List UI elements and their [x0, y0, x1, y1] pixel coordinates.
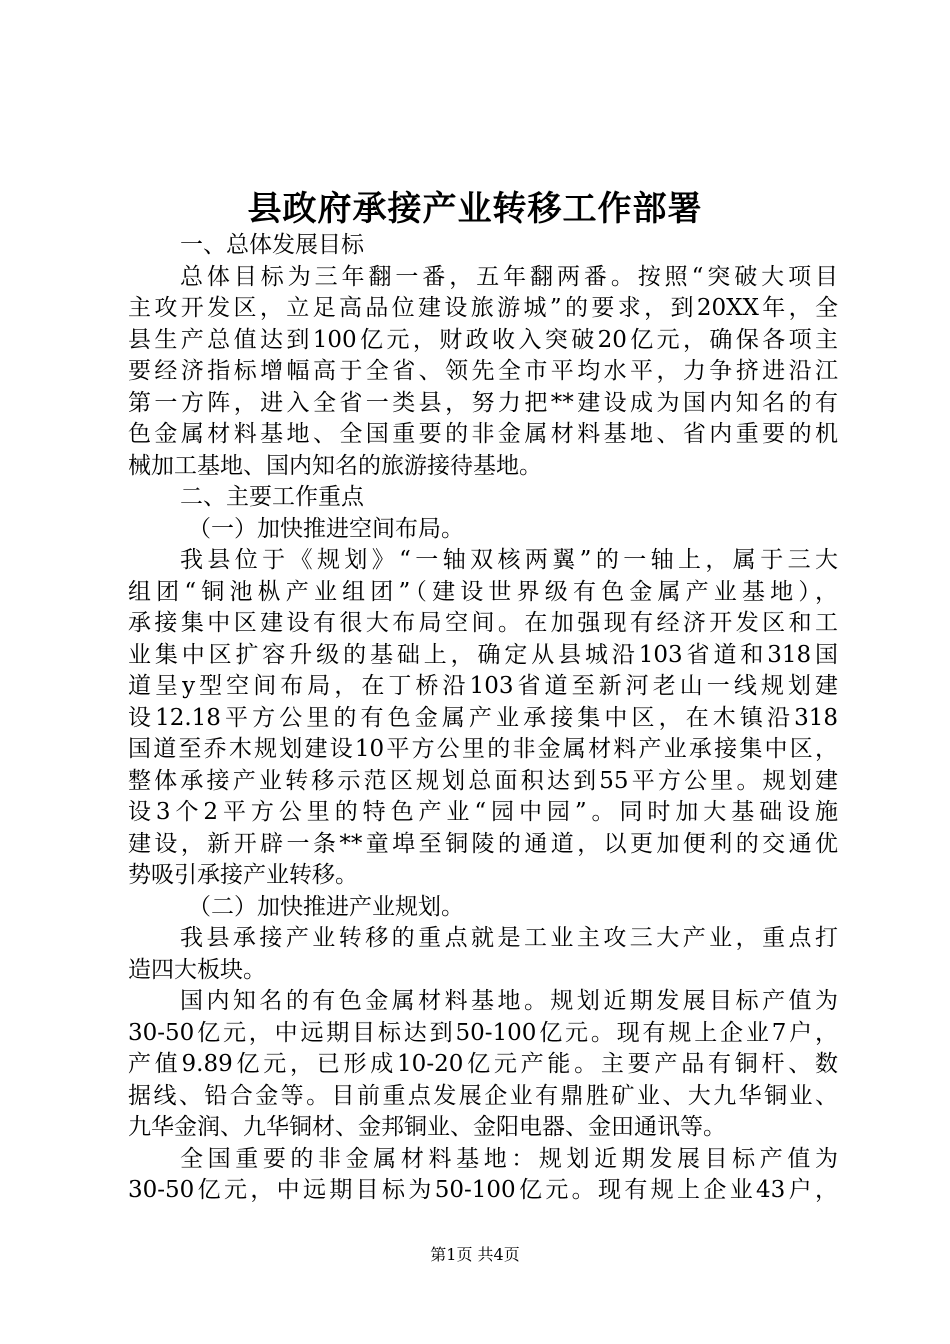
- paragraph-line: 势吸引承接产业转移。: [128, 862, 358, 888]
- paragraph-line: 造四大板块。: [128, 956, 266, 983]
- document-body: [128, 230, 838, 1207]
- paragraph-line: 县生产总值达到100亿元，财政收入突破20亿元，确保各项主: [128, 326, 838, 353]
- paragraph-line: 我县位于《规划》“一轴双核两翼”的一轴上，属于三大: [180, 547, 838, 573]
- paragraph-line: 承接集中区建设有很大布局空间。在加强现有经济开发区和工: [128, 610, 838, 636]
- section-heading: 一、总体发展目标: [180, 232, 364, 258]
- paragraph-line: 主攻开发区，立足高品位建设旅游城”的要求，到20XX年，全: [128, 295, 838, 321]
- subsection-heading: （二）加快推进产业规划。: [188, 893, 464, 920]
- paragraph-line: 30-50亿元，中远期目标达到50-100亿元。现有规上企业7户，: [128, 1019, 838, 1046]
- paragraph-line: 要经济指标增幅高于全省、领先全市平均水平，力争挤进沿江: [128, 358, 838, 384]
- paragraph-line: 九华金润、九华铜材、金邦铜业、金阳电器、金田通讯等。: [128, 1114, 726, 1140]
- paragraph-line: 总体目标为三年翻一番，五年翻两番。按照“突破大项目: [180, 263, 838, 290]
- paragraph-line: 我县承接产业转移的重点就是工业主攻三大产业，重点打: [180, 925, 838, 951]
- paragraph-line: 整体承接产业转移示范区规划总面积达到55平方公里。规划建: [128, 767, 838, 794]
- document-title: 县政府承接产业转移工作部署: [247, 189, 703, 229]
- paragraph-line: 道呈y型空间布局，在丁桥沿103省道至新河老山一线规划建: [128, 673, 838, 699]
- paragraph-line: 30-50亿元，中远期目标为50-100亿元。现有规上企业43户，: [128, 1177, 838, 1203]
- page-number-footer: 第1页 共4页: [430, 1245, 520, 1264]
- paragraph-line: 色金属材料基地、全国重要的非金属材料基地、省内重要的机: [128, 421, 838, 447]
- paragraph-line: 国道至乔木规划建设10平方公里的非金属材料产业承接集中区，: [128, 736, 838, 762]
- paragraph-line: 业集中区扩容升级的基础上，确定从县城沿103省道和318国: [128, 641, 838, 668]
- paragraph-line: 械加工基地、国内知名的旅游接待基地。: [128, 452, 542, 479]
- paragraph-line: 组团“铜池枞产业组团”（建设世界级有色金属产业基地），: [128, 578, 838, 605]
- paragraph-line: 据线、铅合金等。目前重点发展企业有鼎胜矿业、大九华铜业、: [128, 1082, 838, 1109]
- paragraph-line: 第一方阵，进入全省一类县，努力把**建设成为国内知名的有: [128, 389, 838, 416]
- paragraph-line: 国内知名的有色金属材料基地。规划近期发展目标产值为: [180, 988, 838, 1014]
- paragraph-line: 设3个2平方公里的特色产业“园中园”。同时加大基础设施: [128, 799, 838, 825]
- section-heading: 二、主要工作重点: [180, 484, 364, 510]
- paragraph-line: 产值9.89亿元，已形成10-20亿元产能。主要产品有铜杆、数: [128, 1051, 838, 1077]
- paragraph-line: 全国重要的非金属材料基地：规划近期发展目标产值为: [180, 1145, 838, 1172]
- paragraph-line: 设12.18平方公里的有色金属产业承接集中区，在木镇沿318: [128, 704, 838, 731]
- paragraph-line: 建设，新开辟一条**童埠至铜陵的通道，以更加便利的交通优: [128, 830, 838, 857]
- subsection-heading: （一）加快推进空间布局。: [188, 515, 464, 542]
